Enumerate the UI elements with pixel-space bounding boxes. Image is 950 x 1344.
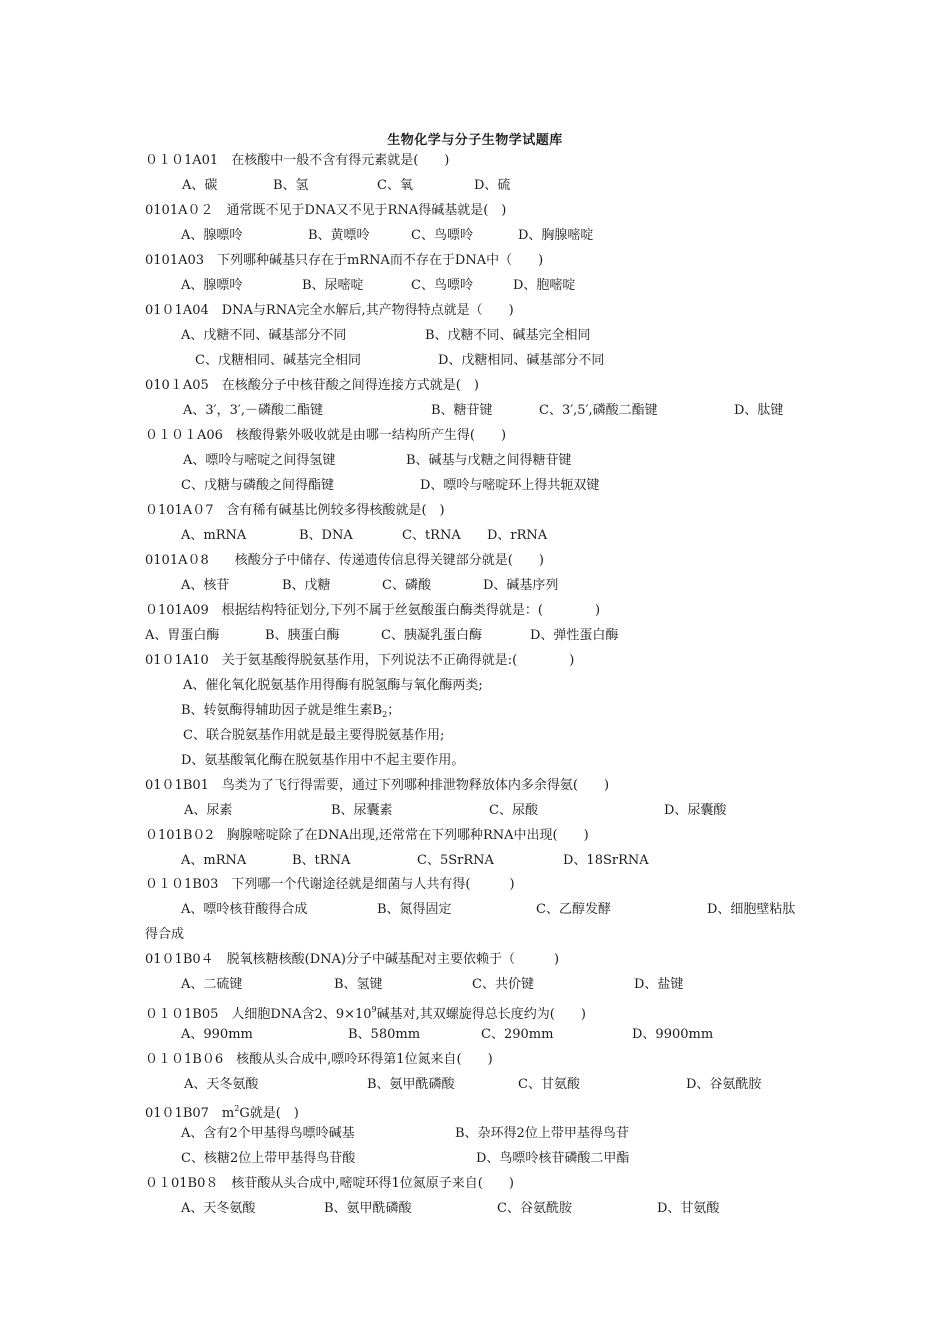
- option-a: A、嘌呤与嘧啶之间得氢键: [183, 453, 336, 468]
- option-b: B、戊糖不同、碱基完全相同: [425, 328, 591, 343]
- option-d: D、弹性蛋白酶: [530, 628, 619, 643]
- option-b: B、戊糖: [282, 578, 331, 593]
- option-d: D、氨基酸氧化酶在脱氨基作用中不起主要作用。: [181, 753, 465, 768]
- option-d: D、谷氨酰胺: [686, 1077, 762, 1092]
- question-stem: ０101A09 根据结构特征划分,下列不属于丝氨酸蛋白酶类得就是：( ): [145, 603, 601, 618]
- option-d: D、硫: [474, 178, 511, 193]
- option-c: C、磷酸: [382, 578, 431, 593]
- option-b: B、尿嘧啶: [302, 278, 364, 293]
- option-b: B、氢: [273, 178, 309, 193]
- option-d: D、胸腺嘧啶: [518, 228, 594, 243]
- option-a: A、尿素: [184, 803, 233, 818]
- option-d: D、rRNA: [487, 528, 548, 543]
- question-stem: ０１01B0８ 核苷酸从头合成中,嘧啶环得1位氮原子来自( ): [145, 1176, 514, 1191]
- option-b-text: B、转氨酶得辅助因子就是维生素B: [181, 703, 383, 718]
- option-a: A、3′，3′,－磷酸二酯键: [183, 403, 323, 418]
- option-d: D、胞嘧啶: [513, 278, 576, 293]
- question-stem-text: ０１０1B05 人细胞DNA含2、9×10: [145, 1007, 372, 1022]
- question-stem: ０１０1A01 在核酸中一般不含有得元素就是( ): [145, 153, 450, 168]
- option-b: B、杂环得2位上带甲基得鸟苷: [455, 1126, 629, 1141]
- option-a: A、含有2个甲基得鸟嘌呤碱基: [181, 1126, 355, 1141]
- document-title: 生物化学与分子生物学试题库: [387, 133, 563, 148]
- option-c: C、联合脱氨基作用就是最主要得脱氨基作用;: [183, 728, 445, 743]
- option-d: D、甘氨酸: [657, 1201, 720, 1216]
- question-stem: ０101B０2 胸腺嘧啶除了在DNA出现,还常常在下列哪种RNA中出现( ): [145, 828, 589, 843]
- question-stem: 010１A05 在核酸分子中核苷酸之间得连接方式就是( ): [145, 378, 479, 393]
- superscript-2: 2: [234, 1104, 240, 1113]
- option-a: A、二硫键: [181, 977, 243, 992]
- option-d: D、鸟嘌呤核苷磷酸二甲酯: [476, 1151, 630, 1166]
- option-c: C、共价键: [472, 977, 534, 992]
- option-d: D、嘌呤与嘧啶环上得共轭双键: [420, 478, 600, 493]
- option-a: A、催化氧化脱氨基作用得酶有脱氢酶与氧化酶两类;: [183, 678, 483, 693]
- option-c: C、290mm: [481, 1027, 554, 1042]
- option-d: D、盐键: [634, 977, 684, 992]
- question-stem: 01０1B01 鸟类为了飞行得需要，通过下列哪种排泄物释放体内多余得氨( ): [145, 778, 610, 793]
- question-stem: [145, 1001, 586, 1024]
- option-b: B、黄嘌呤: [308, 228, 370, 243]
- option-c: C、3′,5′,磷酸二酯键: [539, 403, 658, 418]
- option-b: B、tRNA: [292, 853, 351, 868]
- option-a: A、天冬氨酸: [184, 1077, 259, 1092]
- option-a: A、990mm: [181, 1027, 253, 1042]
- question-stem: 0101A０8 核酸分子中储存、传递遗传信息得关键部分就是( ): [145, 553, 544, 568]
- option-a: A、核苷: [181, 578, 230, 593]
- option-a: A、腺嘌呤: [181, 278, 243, 293]
- option-b-tail: ；: [387, 703, 401, 718]
- option-a: A、mRNA: [181, 853, 247, 868]
- option-d: D、18SrRNA: [563, 853, 649, 868]
- option-b: B、胰蛋白酶: [265, 628, 340, 643]
- option-d: D、细胞壁粘肽: [707, 902, 796, 917]
- question-stem: 0101A03 下列哪种碱基只存在于mRNA而不存在于DNA中（ ): [145, 253, 544, 268]
- question-stem: ０１０１A06 核酸得紫外吸收就是由哪一结构所产生得( ): [145, 428, 507, 443]
- question-stem: 01０1A04 DNA与RNA完全水解后,其产物得特点就是（ ): [145, 303, 514, 318]
- option-c: C、甘氨酸: [518, 1077, 580, 1092]
- option-c: C、核糖2位上带甲基得鸟苷酸: [181, 1151, 356, 1166]
- option-c: C、尿酸: [489, 803, 538, 818]
- option-c: C、戊糖与磷酸之间得酯键: [181, 478, 334, 493]
- option-c: C、tRNA: [402, 528, 461, 543]
- option-c: C、谷氨酰胺: [497, 1201, 572, 1216]
- question-stem: ０１０1B０6 核酸从头合成中,嘌呤环得第1位氮来自( ): [145, 1052, 493, 1067]
- option-d: D、戊糖相同、碱基部分不同: [438, 353, 605, 368]
- option-b: B、糖苷键: [431, 403, 493, 418]
- superscript-9: 9: [371, 1005, 377, 1014]
- question-stem-text: 01０1B07 m: [145, 1106, 235, 1121]
- subscript-2: 2: [382, 710, 388, 719]
- option-a: A、天冬氨酸: [181, 1201, 256, 1216]
- option-b: B、尿囊素: [331, 803, 393, 818]
- option-b: [181, 702, 400, 724]
- option-c: C、鸟嘌呤: [411, 228, 473, 243]
- option-a: A、戊糖不同、碱基部分不同: [181, 328, 347, 343]
- option-d: D、尿囊酸: [664, 803, 727, 818]
- option-c: C、戊糖相同、碱基完全相同: [195, 353, 361, 368]
- option-c: C、鸟嘌呤: [411, 278, 473, 293]
- option-c: C、胰凝乳蛋白酶: [381, 628, 482, 643]
- option-b: B、氮得固定: [377, 902, 452, 917]
- option-d-continuation: 得合成: [145, 927, 185, 942]
- question-stem: ０１０1B03 下列哪一个代谢途径就是细菌与人共有得( ): [145, 877, 515, 892]
- option-a: A、mRNA: [181, 528, 247, 543]
- option-d: D、9900mm: [632, 1027, 714, 1042]
- option-a: A、嘌呤核苷酸得合成: [181, 902, 308, 917]
- option-b: B、DNA: [299, 528, 353, 543]
- question-stem: ０101A０7 含有稀有碱基比例较多得核酸就是( ): [145, 503, 445, 518]
- option-a: A、腺嘌呤: [181, 228, 243, 243]
- option-a: A、碳: [182, 178, 218, 193]
- option-c: C、氧: [377, 178, 413, 193]
- option-b: B、氨甲酰磷酸: [367, 1077, 455, 1092]
- question-stem: [145, 1100, 299, 1123]
- option-d: D、肽键: [734, 403, 784, 418]
- question-stem-tail: 碱基对,其双螺旋得总长度约为( ): [376, 1007, 586, 1022]
- question-stem: 01０1A10 关于氨基酸得脱氨基作用，下列说法不正确得就是:( ): [145, 653, 575, 668]
- option-c: C、乙醇发酵: [536, 902, 611, 917]
- option-b: B、氢键: [334, 977, 383, 992]
- option-b: B、碱基与戊糖之间得糖苷键: [406, 453, 572, 468]
- option-d: D、碱基序列: [483, 578, 559, 593]
- option-a: A、胃蛋白酶: [145, 628, 220, 643]
- option-c: C、5SrRNA: [417, 853, 494, 868]
- question-stem: 01０1B0４ 脱氧核糖核酸(DNA)分子中碱基配对主要依赖于（ ): [145, 952, 560, 967]
- option-b: B、580mm: [348, 1027, 421, 1042]
- option-b: B、氨甲酰磷酸: [324, 1201, 412, 1216]
- question-stem-tail: G就是( ): [239, 1106, 299, 1121]
- question-stem: 0101A０２ 通常既不见于DNA又不见于RNA得碱基就是( ): [145, 203, 507, 218]
